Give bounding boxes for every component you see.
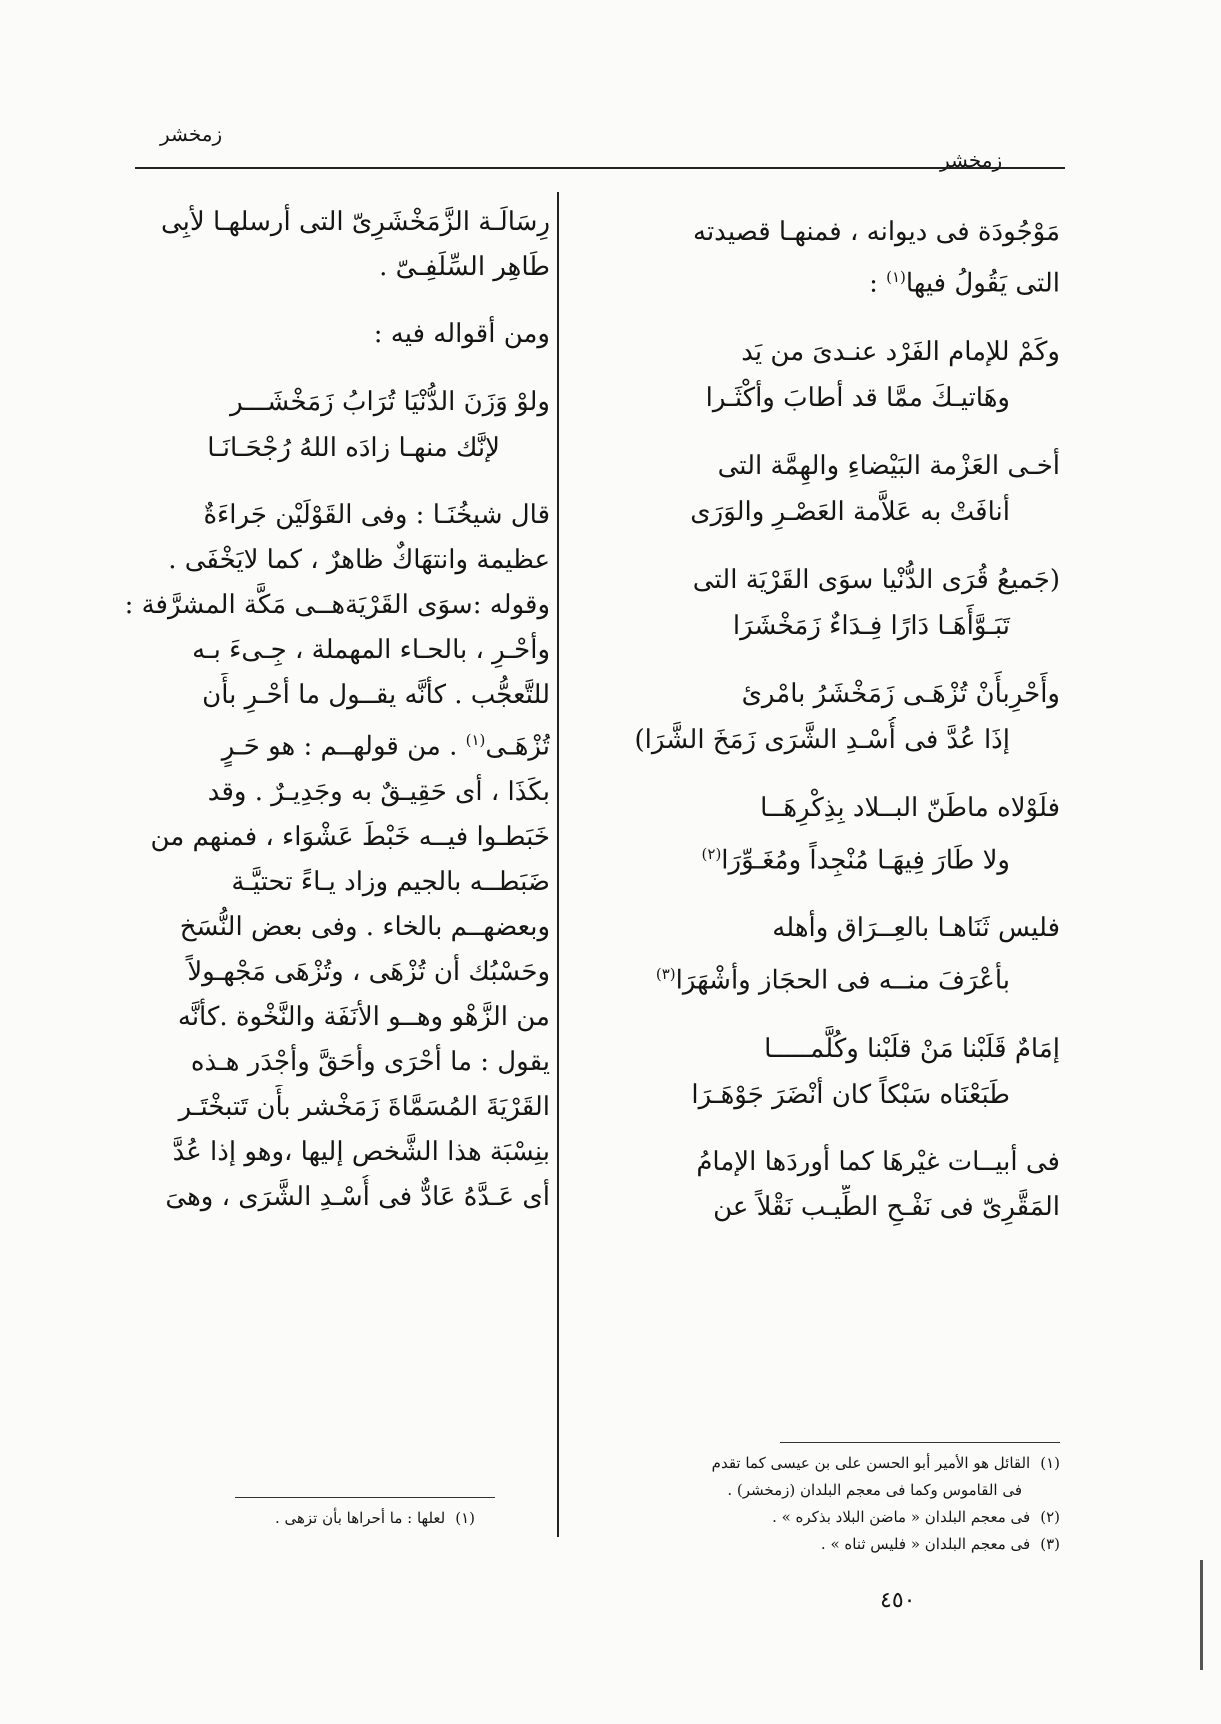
left-line: بكَذَا ، أى حَقِيـقٌ به وجَدِيـرٌ . وقد — [207, 776, 550, 807]
left-line-with-ref — [120, 718, 550, 770]
left-para-1-line-2: طَاهِر السِّلَفِـىّ . — [379, 252, 550, 282]
right-intro-colon: : — [869, 268, 887, 299]
left-line: أى عَـدَّهُ عَادٌّ فى أُسْـدِ الشَّرَى ، وهىَ — [165, 1181, 550, 1212]
left-verse — [120, 379, 550, 471]
left-line: وقوله :سوَى القَرْيَةهــى مَكَّة المشرَّفة : — [124, 590, 550, 620]
verse-7 — [600, 1026, 1060, 1118]
verse-hemistich-1: وأَحْرِبأَنْ تُزْهَـى زَمَخْشَرُ بامْرئ — [741, 678, 1060, 709]
footnote-1 — [580, 1450, 1060, 1477]
verse-hemistich-1: أخـى العَزْمة البَيْضاءِ والهِمَّة التى — [717, 450, 1060, 481]
left-line-text: . من قولهــم : هو حَـرٍ — [221, 731, 466, 762]
footnote-3 — [580, 1531, 1060, 1558]
left-line: عظيمة وانتهَاكٌ ظاهرٌ ، كما لايَخْفَى . — [168, 545, 550, 575]
page-number: ٤٥٠ — [880, 1588, 916, 1613]
verse-6 — [600, 905, 1060, 1004]
footnote-text: فى معجم البلدان « ماضن البلاد بذكره » . — [772, 1508, 1031, 1526]
scan-edge-mark — [1200, 1560, 1203, 1670]
footnote-text: فى معجم البلدان « فليس ثناه » . — [820, 1535, 1031, 1553]
footnote-1-continued — [580, 1477, 1060, 1504]
verse-hemistich-1: (جَميعُ قُرَى الدُّنْيا سوَى القَرْيَة التى — [692, 564, 1060, 595]
right-intro-line-2 — [600, 255, 1060, 307]
verse-hemistich-2: أنافَتْ به عَلاَّمة العَصْـرِ والوَرَى — [690, 496, 1010, 527]
left-para-2: ومن أقواله فيه : — [373, 319, 550, 349]
left-line: خَبَطـوا فيــه خَبْطَ عَشْوَاء ، فمنهم من — [150, 821, 550, 852]
column-divider — [557, 192, 559, 1537]
footnote-rule-right — [780, 1442, 1060, 1443]
footnote-ref-3: (٣) — [655, 965, 676, 984]
footnote-ref-2: (٢) — [701, 844, 722, 863]
footnote-rule-left — [235, 1497, 495, 1498]
left-line: للتَّعجُّب . كأنَّه يقــول ما أحْـرِ بأَن — [202, 680, 550, 710]
left-line: وأحْـرِ ، بالحـاء المهملة ، جِـىءَ بـه — [192, 635, 550, 665]
right-column — [600, 210, 1060, 1230]
verse-4 — [600, 671, 1060, 763]
verse-3 — [600, 557, 1060, 649]
left-line: وحَسْبُك أن تُزْهَى ، وتُزْهَى مَجْهـولاً — [187, 956, 550, 987]
verse-hemistich-2: طَبَعْنَاه سَبْكاً كان أنْضَرَ جَوْهَـرَا — [691, 1079, 1010, 1110]
footnote-number: (١) — [455, 1509, 475, 1527]
footnote-2 — [580, 1504, 1060, 1531]
verse-hemistich-1: وكَمْ للإمام الفَرْد عنـدىَ من يَد — [741, 336, 1060, 367]
footnote-text: القائل هو الأمير أبو الحسن على بن عيسى كما تقدم — [711, 1454, 1031, 1472]
left-line: وبعضهــم بالخاء . وفى بعض النُّسَخ — [179, 911, 550, 942]
footnote-text: فى القاموس وكما فى معجم البلدان (زمخشر) . — [727, 1481, 1022, 1499]
right-outro-line-1: فى أبيــات غيْرهَا كما أوردَها الإمامُ — [696, 1146, 1060, 1177]
footnote-number: (٢) — [1040, 1508, 1060, 1526]
left-line: بنِسْبَة هذا الشَّخص إليها ،وهو إذا عُدَّ — [172, 1136, 550, 1167]
footnote-left-1 — [210, 1505, 475, 1532]
running-header-left: زمخشر — [160, 122, 223, 146]
footnote-number: (١) — [1040, 1454, 1060, 1472]
running-header-right: زمخشر — [940, 148, 1003, 172]
verse-hemistich-text: بأعْرَفَ منــه فى الحجَاز وأشْهَرَا — [675, 965, 1010, 996]
left-line: يقول : ما أحْرَى وأحَقَّ وأجْدَر هـذه — [190, 1046, 550, 1077]
verse-hemistich-1: إمَامٌ قَلَبْنا مَنْ قلَبْنا وكُلَّمـــــا — [764, 1033, 1060, 1064]
right-outro-line-2: المَقَّرِىّ فى نَفْـحِ الطِّيـب نَقْلاً عن — [713, 1191, 1060, 1222]
right-intro-text: التى يَقُولُ فيها — [905, 268, 1060, 299]
left-line: ضَبَطــه بالجيم وزاد يـاءً تحتيَّـة — [231, 866, 550, 897]
footnote-text: لعلها : ما أحراها بأن تزهى . — [274, 1509, 446, 1527]
footnote-number: (٣) — [1040, 1535, 1060, 1553]
left-line: القَرْيَةَ المُسَمَّاةَ زَمَخْشر بأَن تَتبخْتَـر — [178, 1091, 550, 1122]
footnotes-right — [580, 1450, 1060, 1558]
footnotes-left — [210, 1505, 475, 1532]
verse-hemistich-2: تَبَـوَّأَهَـا دَارًا فِـدَاءٌ زَمَخْشَرَا — [732, 610, 1010, 641]
verse-hemistich-text: ولا طَارَ فِيهَـا مُنْجِداً ومُغَـوِّرَا — [721, 845, 1010, 876]
footnote-ref-1: (١) — [886, 268, 906, 286]
verse-hemistich-1: فليس ثَنَاهـا بالعِــرَاق وأهله — [772, 913, 1060, 944]
verse-hemistich-2: وهَاتيـكَ ممَّا قد أطابَ وأكْثَـرا — [705, 382, 1010, 413]
right-intro-line-1: مَوْجُودَة فى ديوانه ، فمنهـا قصيدته — [693, 217, 1060, 247]
verse-hemistich-1: ولوْ وَزَنَ الدُّنْيَا تُرَابُ زَمَخْشَـــر — [230, 387, 550, 417]
left-para-1-line-1: رِسَالَـة الزَّمَخْشَرِىّ التى أرسلهـا لأبِى — [161, 207, 550, 237]
left-line: من الزَّهْو وهــو الأنَفَة والنَّخْوة .كأنَّه — [177, 1001, 550, 1032]
left-line: قال شيخُنَـا : وفى القَوْلَيْن جَراءَةٌ — [203, 500, 550, 530]
verse-1 — [600, 329, 1060, 421]
footnote-ref-left-1: (١) — [465, 731, 486, 749]
left-column — [120, 200, 550, 1220]
verse-2 — [600, 443, 1060, 535]
left-line-text: تُزْهَـى — [485, 731, 550, 762]
verse-hemistich-2 — [600, 951, 1060, 1004]
verse-5 — [600, 785, 1060, 884]
verse-hemistich-2 — [600, 831, 1060, 884]
header-rule — [135, 167, 1065, 169]
verse-hemistich-2: لإنَّك منهـا زادَه اللهُ رُجْحَـانَـا — [207, 433, 500, 463]
verse-hemistich-2: إذَا عُدَّ فى أُسْـدِ الشَّرَى زَمَخَ الشَّرَا) — [634, 724, 1010, 755]
verse-hemistich-1: فلَوْلاه ماطَنّ البــلاد بِذِكْرِهَــا — [760, 792, 1060, 823]
